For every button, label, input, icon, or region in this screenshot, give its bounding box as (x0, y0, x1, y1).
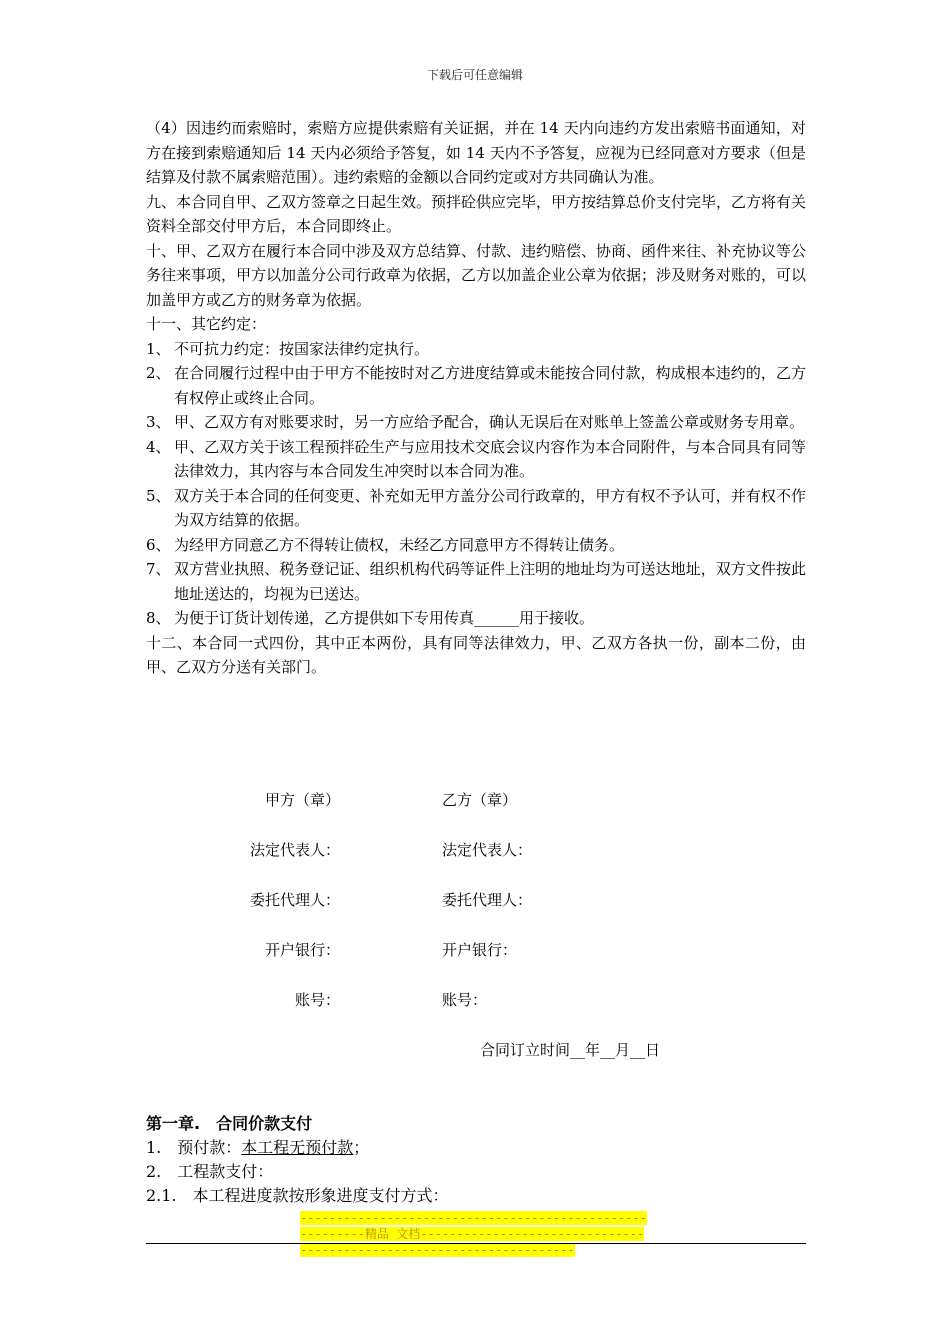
chapter-title: 第一章. 合同价款支付 (146, 1114, 313, 1133)
party-a-bank: 开户银行： (264, 941, 340, 959)
list-text: 不可抗力约定：按国家法律约定执行。 (174, 339, 430, 358)
party-b-account: 账号： (442, 991, 488, 1009)
list-item (146, 557, 806, 606)
progress-method-line: 2.1. 本工程进度款按形象进度支付方式： (146, 1186, 449, 1205)
clause-10-seals: 十、甲、乙双方在履行本合同中涉及双方总结算、付款、违约赔偿、协商、函件来往、补充协议等公务往来事项，甲方以加盖分公司行政章为依据，乙方以加盖企业公章为依据；涉及财务对账的，可以加盖甲方或乙方的财务章为依据。 (146, 241, 807, 309)
list-item (146, 484, 806, 533)
clause-11-title: 十一、其它约定： (146, 315, 267, 333)
list-item (146, 435, 806, 484)
list-text: 在合同履行过程中由于甲方不能按时对乙方进度结算或未能按合同付款，构成根本违约的，乙方有权停止或终止合同。 (174, 364, 806, 407)
list-number: 5、 (146, 486, 171, 505)
party-a-legal-rep: 法定代表人： (249, 841, 340, 859)
prepayment-suffix: ； (353, 1138, 370, 1157)
clause-4-claims: （4）因违约而索赔时，索赔方应提供索赔有关证据，并在 14 天内向违约方发出索赔书面通知，对方在接到索赔通知后 14 天内必须给予答复，如 14 天内不予答复，应视为已经同意对方要求（但是结算及付款不属索赔范围）。违约索赔的金额以合同约定或对方共同确认为准。 (146, 119, 806, 186)
list-number: 8、 (146, 609, 171, 627)
list-number: 6、 (146, 535, 171, 554)
list-item (146, 410, 806, 435)
chapter-section (146, 1112, 806, 1208)
list-text: 甲、乙双方有对账要求时，另一方应给予配合，确认无误后在对账单上签盖公章或财务专用章。 (174, 413, 805, 431)
party-b-bank: 开户银行： (442, 941, 518, 959)
clause-12-copies: 十二、本合同一式四份，其中正本两份，具有同等法律效力，甲、乙双方各执一份，副本二份，由甲、乙双方分送有关部门。 (146, 633, 806, 676)
prepayment-line (146, 1136, 806, 1160)
contract-date: 合同订立时间__年__月__日 (480, 1041, 661, 1059)
list-item (146, 361, 806, 410)
list-number: 3、 (146, 413, 171, 431)
list-item (146, 606, 806, 631)
footer-watermark (300, 1210, 650, 1258)
list-number: 2、 (146, 364, 171, 382)
list-number: 4、 (146, 437, 171, 456)
list-text: 为经甲方同意乙方不得转让债权，未经乙方同意甲方不得转让债务。 (174, 535, 625, 554)
party-a-agent: 委托代理人： (249, 891, 340, 909)
list-item (146, 337, 806, 362)
progress-payment-line: 2. 工程款支付： (146, 1162, 274, 1181)
clause-9-effective: 九、本合同自甲、乙双方签章之日起生效。预拌砼供应完毕，甲方按结算总价支付完毕，乙方将有关资料全部交付甲方后，本合同即终止。 (146, 192, 807, 235)
list-text: 双方营业执照、税务登记证、组织机构代码等证件上注明的地址均为可送达地址，双方文件按此地址送达的，均视为已送达。 (174, 560, 806, 603)
prepayment-value: 本工程无预付款 (241, 1138, 354, 1157)
list-number: 1、 (146, 339, 171, 358)
footer-watermark-text: ---------------------------------------------------------精品 文档--------------------------------------------------------------------- (300, 1211, 647, 1257)
party-a-account: 账号： (294, 991, 340, 1009)
footer-divider (146, 1243, 806, 1244)
list-number: 7、 (146, 560, 171, 578)
list-item (146, 533, 806, 558)
party-a-seal: 甲方（章） (264, 791, 340, 809)
list-text: 甲、乙双方关于该工程预拌砼生产与应用技术交底会议内容作为本合同附件，与本合同具有同等法律效力，其内容与本合同发生冲突时以本合同为准。 (174, 437, 806, 480)
list-text: 为便于订货计划传递，乙方提供如下专用传真______用于接收。 (174, 609, 595, 627)
contract-body (146, 116, 806, 680)
prepayment-label: 1. 预付款： (146, 1138, 242, 1157)
party-b-agent: 委托代理人： (442, 891, 533, 909)
party-b-legal-rep: 法定代表人： (442, 841, 533, 859)
page-header: 下载后可任意编辑 (426, 68, 523, 82)
party-b-seal: 乙方（章） (442, 791, 518, 809)
list-text: 双方关于本合同的任何变更、补充如无甲方盖分公司行政章的，甲方有权不予认可，并有权不作为双方结算的依据。 (174, 486, 806, 529)
